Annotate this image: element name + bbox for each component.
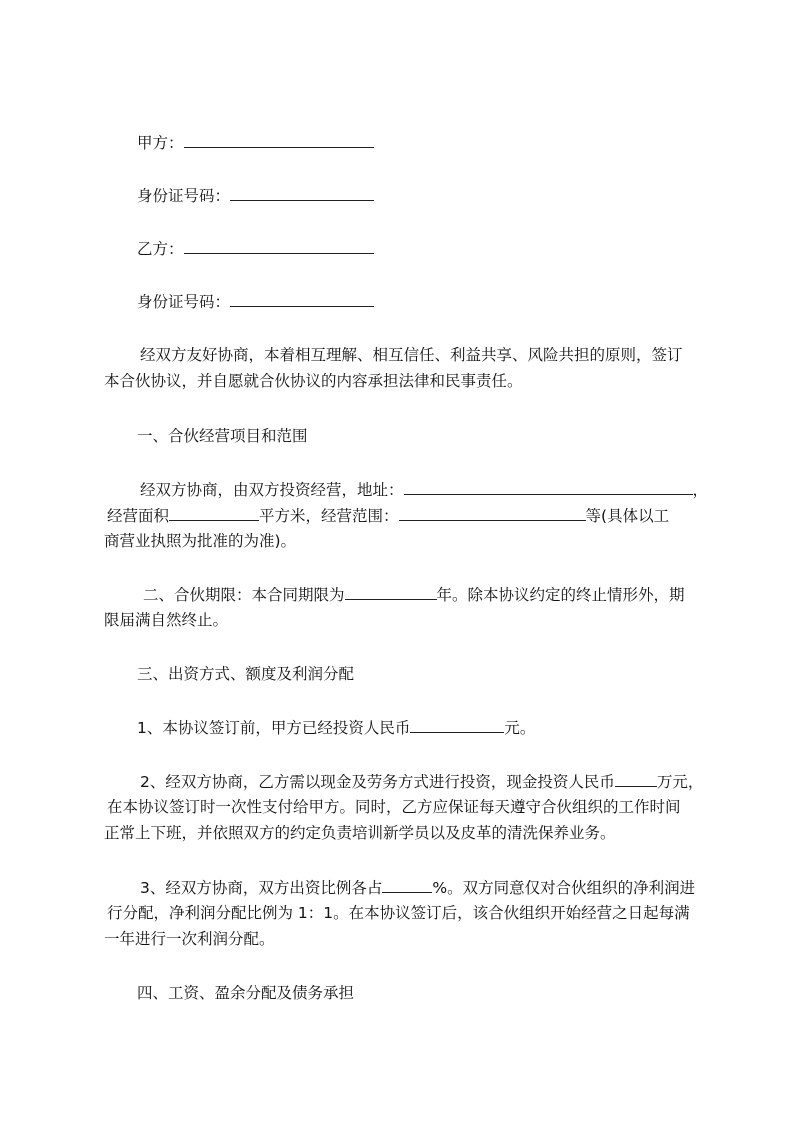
section-3-heading: 三、出资方式、额度及利润分配 [137,665,355,683]
item-1-line [137,717,535,738]
party-b-line [137,238,374,259]
term-tail: 年。除本协议约定的终止情形外，期 [436,586,685,604]
item-1-tail: 元。 [504,719,536,737]
party-a-line [137,132,374,153]
section-1-line-2 [107,505,669,526]
section-2-line-1 [143,584,685,605]
section-1-heading: 一、合伙经营项目和范围 [137,427,308,445]
item-3-label: 3、经双方协商，双方出资比例各占 [140,879,383,897]
address-comma: ， [692,481,709,499]
id-number-b-line [137,291,374,312]
item-1-blank[interactable] [410,717,504,733]
section-4-heading: 四、工资、盈余分配及债务承担 [137,984,355,1002]
party-b-label: 乙方： [137,240,184,258]
term-blank[interactable] [345,584,437,600]
term-label: 二、合伙期限：本合同期限为 [143,586,345,604]
scope-blank[interactable] [399,505,586,521]
item-1-label: 1、本协议签订前，甲方已经投资人民币 [137,719,411,737]
id-number-b-label: 身份证号码： [137,293,231,311]
scope-label: 平方米，经营范围： [259,507,399,525]
scope-tail: 等(具体以工 [585,507,670,525]
party-a-blank[interactable] [184,132,374,148]
intro-line-1: 经双方友好协商，本着相互理解、相互信任、利益共享、风险共担的原则，签订 [140,346,683,364]
item-2-line-2: 在本协议签订时一次性支付给甲方。同时，乙方应保证每天遵守合伙组织的工作时间 [107,798,681,816]
id-number-b-blank[interactable] [230,291,374,307]
item-2-line-1 [140,771,703,792]
id-number-a-label: 身份证号码： [137,187,231,205]
item-3-blank[interactable] [382,877,432,893]
address-blank[interactable] [404,479,693,495]
item-3-line-2: 行分配，净利润分配比例为 1：1。在本协议签订后，该合伙组织开始经营之日起每满 [107,904,690,922]
item-3-tail: %。双方同意仅对合伙组织的净利润进 [432,879,696,897]
section-1-line-3: 商营业执照为批准的为准)。 [104,532,297,550]
id-number-a-blank[interactable] [230,185,374,201]
item-2-blank[interactable] [615,771,657,787]
section-1-line-1 [140,479,708,500]
section-2-line-2: 限届满自然终止。 [104,611,229,629]
item-2-label: 2、经双方协商，乙方需以现金及劳务方式进行投资，现金投资人民币 [140,773,615,791]
item-2-tail: 万元， [656,773,704,791]
intro-line-2: 本合伙协议，并自愿就合伙协议的内容承担法律和民事责任。 [104,372,523,390]
party-b-blank[interactable] [184,238,374,254]
party-a-label: 甲方： [137,134,184,152]
area-label: 经营面积 [107,507,170,525]
item-3-line-1 [140,877,695,898]
address-label: 经双方协商，由双方投资经营，地址： [140,481,404,499]
id-number-a-line [137,185,374,206]
area-blank[interactable] [169,505,259,521]
item-2-line-3: 正常上下班，并依照双方的约定负责培训新学员以及皮革的清洗保养业务。 [104,824,616,842]
item-3-line-3: 一年进行一次利润分配。 [104,930,275,948]
